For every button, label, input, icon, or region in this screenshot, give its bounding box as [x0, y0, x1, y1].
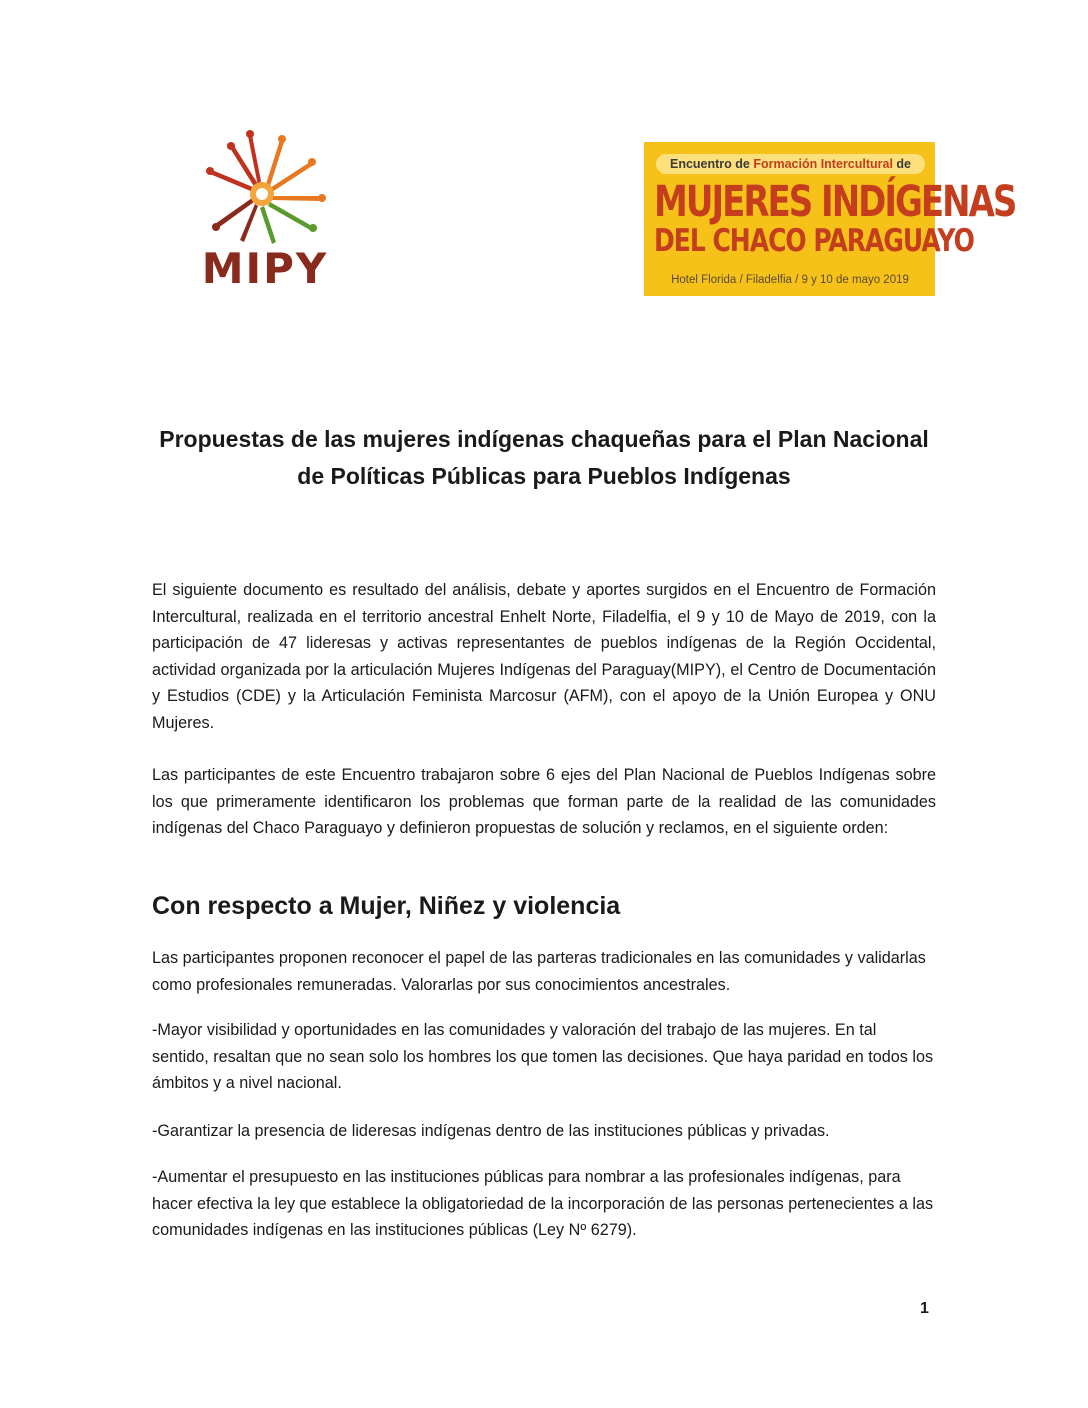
event-logo-top-line — [656, 154, 925, 174]
mipy-wordmark: MIPY — [201, 244, 329, 293]
section-paragraph-1: Las participantes proponen reconocer el papel de las parteras tradicionales en las comunidades y validarlas como profesionales remuneradas. Valorarlas por sus conocimientos ancestrales. — [152, 949, 926, 994]
event-logo — [644, 142, 1016, 296]
event-top-part-b: Formación Intercultural — [753, 157, 893, 171]
event-logo-line-2: DEL CHACO PARAGUAYO — [654, 222, 974, 259]
page-number: 1 — [920, 1300, 929, 1317]
event-top-part-c: de — [892, 157, 911, 171]
mipy-hands-graphic — [200, 126, 330, 246]
section-heading: Con respecto a Mujer, Niñez y violencia — [152, 892, 621, 920]
event-logo-line-3: Hotel Florida / Filadelfia / 9 y 10 de mayo 2019 — [671, 274, 909, 286]
mipy-logo — [200, 126, 330, 292]
event-logo-line-1: MUJERES INDÍGENAS — [654, 177, 1016, 227]
section-paragraph-3: -Garantizar la presencia de lideresas indígenas dentro de las instituciones públicas y privadas. — [152, 1122, 830, 1140]
event-top-part-a: Encuentro de — [669, 157, 754, 171]
section-paragraph-4: -Aumentar el presupuesto en las instituciones públicas para nombrar a las profesionales indígenas, para hacer efectiva la ley que establece la obligatoriedad de la incorporación de las personas pertenecientes a las comunidades indígenas en las instituciones públicas (Ley Nº 6279). — [152, 1168, 934, 1239]
section-paragraph-2: -Mayor visibilidad y oportunidades en las comunidades y valoración del trabajo de las mujeres. En tal sentido, resaltan que no sean solo los hombres los que tomen las decisiones. Que haya paridad en todos los ámbitos y a nivel nacional. — [152, 1021, 934, 1092]
intro-paragraph-2: Las participantes de este Encuentro trabajaron sobre 6 ejes del Plan Nacional de Pueblos Indígenas sobre los que primeramente identificaron los problemas que forman parte de la realidad de las comunidades indígenas del Chaco Paraguayo y definieron propuestas de solución y reclamos, en el siguiente orden: — [152, 766, 936, 837]
intro-paragraph-1: El siguiente documento es resultado del análisis, debate y aportes surgidos en el Encuentro de Formación Intercultural, realizada en el territorio ancestral Enhelt Norte, Filadelfia, el 9 y 10 de Mayo de 2019, con la participación de 47 lideresas y activas representantes de pueblos indígenas de la Región Occidental, actividad organizada por la articulación Mujeres Indígenas del Paraguay(MIPY), el Centro de Documentación y Estudios (CDE) y la Articulación Feminista Marcosur (AFM), con el apoyo de la Unión Europea y ONU Mujeres. — [152, 581, 936, 732]
document-title: Propuestas de las mujeres indígenas chaqueñas para el Plan Nacional de Políticas Públicas para Pueblos Indígenas — [159, 426, 929, 489]
